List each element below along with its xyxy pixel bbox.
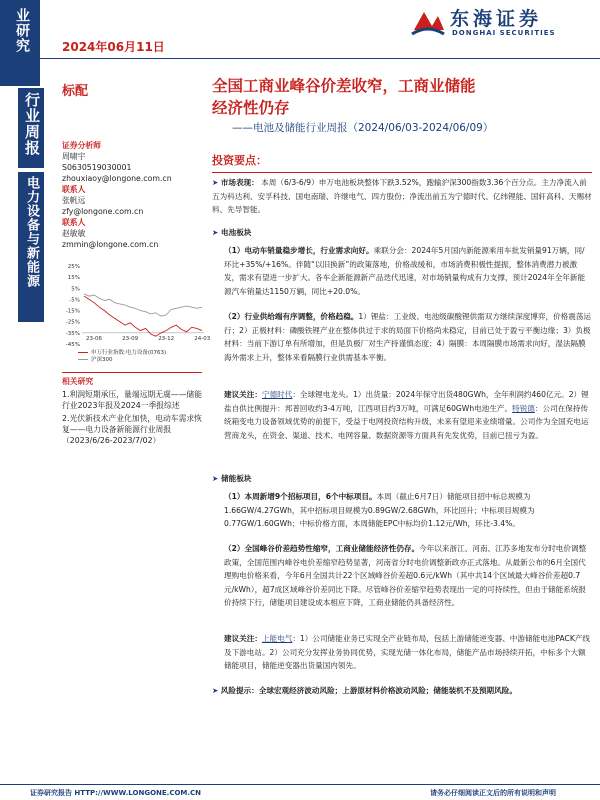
report-title-line1: 全国工商业峰谷价差收窄，工商业储能 xyxy=(212,77,476,95)
storage-p1-bold: （1）本周新增9个招标项目，6个中标项目。 xyxy=(224,492,377,501)
logo-cn-text: 东海证券 xyxy=(450,8,543,30)
risk-label: 风险提示： xyxy=(220,686,259,695)
footer-left: 证券研究报告 HTTP://WWW.LONGONE.COM.CN xyxy=(30,789,202,797)
risk-section xyxy=(212,684,592,698)
battery-focus-label: 建议关注： xyxy=(224,390,262,399)
side-tab-top: 业研究 xyxy=(14,8,30,53)
market-text: 本周（6/3-6/9）申万电池板块整体下跌3.52%，跑输沪深300指数3.36个百分点。主力净流入前五为科达利、安孚科技、国电南瑞、许继电气、四方股份；净流出前五为宁德时代、亿纬锂能、国轩高科、天赐材料、先导智能。 xyxy=(212,178,592,215)
contact2-email[interactable]: zmmin@longone.com.cn xyxy=(62,240,159,249)
storage-p2-bold: （2）全国峰谷价差趋势性缩窄，工商业储能经济性仍存。 xyxy=(224,544,420,553)
related-research xyxy=(62,376,206,446)
chart-legend xyxy=(78,350,166,364)
legend-label-1: 申万行业指数:电力设备(0763) xyxy=(91,350,167,356)
x-tick-label: 23-06 xyxy=(86,335,102,342)
y-tick-label: -45% xyxy=(65,342,80,348)
report-title-line2: 经济性仍存 xyxy=(212,99,290,117)
battery-focus-company[interactable]: 宁德时代 xyxy=(261,390,293,399)
storage-p1 xyxy=(224,490,592,531)
storage-section-title xyxy=(212,472,251,486)
risk-text: 全球宏观经济波动风险；上游原材料价格波动风险；储能装机不及预期风险。 xyxy=(258,686,517,695)
footer-divider xyxy=(0,784,600,785)
storage-focus-label: 建议关注： xyxy=(224,634,262,643)
analyst-label: 证券分析师 xyxy=(62,141,101,150)
market-section xyxy=(212,176,592,217)
legend-swatch-grey xyxy=(78,359,88,361)
key-points-title: 投资要点： xyxy=(212,154,267,167)
contact1-name: 张帆远 xyxy=(62,196,86,205)
legend-swatch-red xyxy=(78,352,88,354)
storage-title-text: 储能板块 xyxy=(221,474,252,483)
legend-item-1 xyxy=(78,350,166,357)
logo-mark-icon xyxy=(410,6,446,38)
contact1-email[interactable]: zfy@longone.com.cn xyxy=(62,207,144,216)
report-subtitle: ——电池及储能行业周报（2024/06/03-2024/06/09） xyxy=(232,122,494,134)
y-tick-label: 25% xyxy=(67,264,80,270)
storage-p1-text: 本周（截止6月7日）储能项目招中标总规模为1.66GW/4.27GWh，其中招标项目规模为0.89GW/2.68GWh，环比回升；中标项目规模为0.77GW/1.60GWh；中标价格方面，本周储能EPC中标均价1.12元/Wh，环比-3.4%。 xyxy=(224,492,535,529)
related-item-1[interactable]: 1.利润短期承压，量端远期无虞——储能行业2023年报及2024一季报综述 xyxy=(62,390,202,410)
storage-focus-company[interactable]: 上能电气 xyxy=(261,634,293,643)
y-tick-label: -35% xyxy=(65,330,80,337)
legend-item-2 xyxy=(78,357,166,364)
series-line-2 xyxy=(84,294,202,316)
battery-focus-text: ：全球锂电龙头。1）出货量：2024年保守出货480GWh，全年利润约460亿元。2）锂盐自供比例提升：邦普回收约3-4万吨，江西项目约3万吨，可满足60GWh电池生产。 xyxy=(224,390,589,413)
analyst-email[interactable]: zhouxiaoy@longone.com.cn xyxy=(62,174,172,183)
bullet-icon: ➤ xyxy=(212,178,221,187)
bullet-icon: ➤ xyxy=(212,686,221,695)
key-points-divider xyxy=(212,172,592,173)
storage-focus xyxy=(224,632,592,673)
footer-right: 请务必仔细阅读正文后的所有说明和声明 xyxy=(430,789,556,797)
y-tick-label: -25% xyxy=(65,319,80,326)
storage-focus-text: ：1）公司储能业务已实现全产业链布局，包括上游储能逆变器、中游储能电池PACK产线及下游电站。2）公司充分发挥业务协同优势，实现光储一体化布局，储能产品市场持续开拓，中标多个大额储能项目，储能逆变器出货量国内领先。 xyxy=(224,634,590,671)
related-label: 相关研究 xyxy=(62,377,94,386)
storage-p2 xyxy=(224,542,592,610)
analyst-block xyxy=(62,140,202,250)
y-tick-label: 5% xyxy=(71,286,80,293)
contact-label-1: 联系人 xyxy=(62,185,86,194)
battery-title-text: 电池板块 xyxy=(221,228,252,237)
performance-chart xyxy=(58,262,211,360)
battery-p2 xyxy=(224,310,592,364)
contact2-name: 赵敏敏 xyxy=(62,229,86,238)
series-line-1 xyxy=(84,296,202,336)
x-tick-label: 24-03 xyxy=(194,335,211,342)
battery-p2-text: 1）锂盐：工业级、电池级碳酸锂供需双方继续深度博弈，价格震荡运行；2）正极材料：磷酸铁锂产业在整体供过于求的局面下价格尚未稳定，目前已处于盈亏平衡边缘；3）负极材料：当前下游订单有所增加，但是负极厂对生产持谨慎态度；4）隔膜：本周隔膜市场需求向好，湿法隔膜海外需求上升，整体来看隔膜行业供需基本平衡。 xyxy=(224,312,592,362)
contact-label-2: 联系人 xyxy=(62,218,86,227)
x-tick-label: 23-09 xyxy=(122,335,139,342)
analyst-name: 周啸宇 xyxy=(62,152,86,161)
battery-focus xyxy=(224,388,592,442)
side-tab-industry: 电力设备与新能源 xyxy=(24,176,39,288)
logo-en-text: DONGHAI SECURITIES xyxy=(452,29,556,37)
battery-section-title xyxy=(212,226,251,240)
y-tick-label: -15% xyxy=(65,308,80,315)
related-divider xyxy=(62,372,202,373)
header-divider xyxy=(40,58,600,59)
bullet-icon: ➤ xyxy=(212,474,222,483)
y-tick-label: -5% xyxy=(69,297,80,304)
company-logo xyxy=(410,4,590,44)
bullet-icon: ➤ xyxy=(212,228,222,237)
analyst-id: S0630519030001 xyxy=(62,163,132,172)
battery-focus-company2[interactable]: 特锐德 xyxy=(512,403,535,413)
battery-focus-text2: ：公司在保持传统箱变电力设备领域优势的前提下，受益于电网投资结构升级，未来有望迎来业绩增量。公司作为全国充电运营商龙头，在资金、渠道、技术、电网容量、数据资源等方面具有先发优势，目前已扭亏为盈。 xyxy=(224,403,589,440)
battery-p1-bold: （1）电动车销量稳步增长，行业需求向好。 xyxy=(224,246,374,255)
y-tick-label: 15% xyxy=(67,275,80,282)
x-tick-label: 23-12 xyxy=(158,335,175,342)
rating-label: 标配 xyxy=(62,84,89,99)
side-tab-weekly: 行业周报 xyxy=(23,92,41,156)
legend-label-2: 沪深300 xyxy=(91,357,113,363)
storage-p2-text: 今年以来浙江、河南、江苏多地发布分时电价调整政策，全国范围内峰谷电价差缩窄趋势显著，河南省分时电价调整新政亦正式落地。从最新公布的6月全国代理购电价格来看，今年6月全国共计22个区域峰谷价差超0.6元/kWh（其中共14个区域最大峰谷价差超0.7元/kWh），超7成区域峰谷价差同比下降。尽管峰谷价差缩窄趋势表现出一定的可持续性，但由于储能系统报价持续下行，储能项目建设成本相应下降，工商业储能仍具备经济性。 xyxy=(224,544,587,608)
battery-p1-text: 乘联分会：2024年5月国内新能源乘用车批发销量91万辆，同/环比+35%/+16%。伴随“以旧换新”的政策落地，价格战缓和，市场消费积极性提振，整体消费潜力被激发，需求有望进一步扩大。各车企新能源新产品迭代迅速，对市场销量构成有力支撑，预计2024年全年新能源汽车销量达1150万辆，同比+20.0%。 xyxy=(224,246,586,296)
related-item-2[interactable]: 2.光伏新技术产业化加快，电动车需求恢复——电力设备新能源行业周报（2023/6/26-2023/7/02） xyxy=(62,414,202,445)
battery-p1 xyxy=(224,244,592,298)
battery-p2-bold: （2）行业供给端有序调整，价格趋稳。 xyxy=(224,312,359,321)
report-date: 2024年06月11日 xyxy=(62,40,165,54)
market-label: 市场表现： xyxy=(220,178,259,187)
